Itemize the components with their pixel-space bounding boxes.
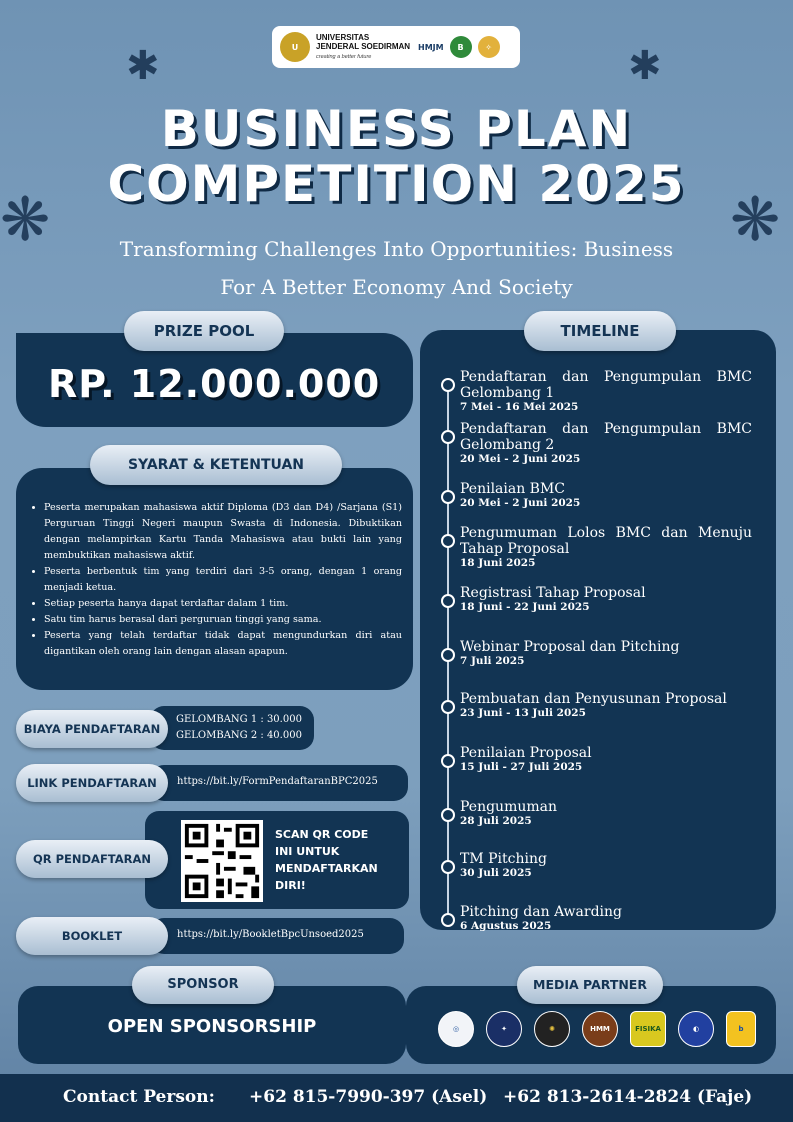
ornament-icon: ✱ <box>628 43 662 89</box>
timeline-dot <box>441 378 455 392</box>
terms-item: • Peserta yang telah terdaftar tidak dapat mengundurkan diri atau digantikan oleh orang lain dengan alasan apapun. <box>44 628 402 660</box>
terms-item: • Peserta merupakan mahasiswa aktif Diploma (D3 dan D4) /Sarjana (S1) Perguruan Tinggi Negeri maupun Swasta di Indonesia. Dibuktikan dengan melampirkan Kartu Tanda Mahasiswa atau bukti lain yang membuktikan mahasiswa aktif. <box>44 500 402 564</box>
timeline-item-date: 20 Mei - 2 Juni 2025 <box>460 497 581 509</box>
terms-item: • Satu tim harus berasal dari perguruan tinggi yang sama. <box>44 612 402 628</box>
partner-logo-icon: ◐ <box>678 1011 714 1047</box>
timeline-item-date: 7 Juli 2025 <box>460 655 525 667</box>
partner-logo-icon: ◎ <box>438 1011 474 1047</box>
timeline-item <box>460 585 752 613</box>
timeline-item-date: 23 Juni - 13 Juli 2025 <box>460 707 586 719</box>
sponsor-label: SPONSOR <box>132 966 274 1004</box>
timeline-item <box>460 745 752 773</box>
ornament-icon: ❋ <box>730 185 781 255</box>
timeline-item-title: Penilaian Proposal <box>460 745 592 761</box>
timeline-dot <box>441 700 455 714</box>
contact-phone-2[interactable]: +62 813-2614-2824 (Faje) <box>503 1087 753 1107</box>
timeline-item <box>460 525 752 569</box>
timeline-dot <box>441 860 455 874</box>
fee-wave-1: GELOMBANG 1 : 30.000 <box>176 714 302 725</box>
timeline-dot <box>441 490 455 504</box>
timeline-item <box>460 481 752 509</box>
timeline-item-date: 18 Juni - 22 Juni 2025 <box>460 601 590 613</box>
contact-label: Contact Person: <box>63 1087 215 1107</box>
booklet-link[interactable]: https://bit.ly/BookletBpcUnsoed2025 <box>177 929 364 940</box>
partner-logo-icon: FISIKA <box>630 1011 666 1047</box>
timeline-item <box>460 691 752 719</box>
timeline-item-date: 6 Agustus 2025 <box>460 920 552 932</box>
timeline-item-date: 30 Juli 2025 <box>460 867 532 879</box>
contact-phone-1[interactable]: +62 815-7990-397 (Asel) <box>249 1087 488 1107</box>
media-partner-logos <box>438 1011 756 1047</box>
timeline-item-date: 15 Juli - 27 Juli 2025 <box>460 761 583 773</box>
partner-logo-icon: b <box>726 1011 756 1047</box>
timeline-dot <box>441 534 455 548</box>
fee-wave-2: GELOMBANG 2 : 40.000 <box>176 730 302 741</box>
timeline-dot <box>441 808 455 822</box>
subtitle: Transforming Challenges Into Opportunities: Business For A Better Economy And Society <box>119 237 674 299</box>
qr-label: QR PENDAFTARAN <box>16 840 168 878</box>
timeline-item <box>460 639 752 667</box>
sponsor-value: OPEN SPONSORSHIP <box>107 1016 317 1037</box>
terms-label: SYARAT & KETENTUAN <box>90 445 342 485</box>
fee-box <box>150 706 314 750</box>
timeline-item-title: Pembuatan dan Penyusunan Proposal <box>460 691 727 707</box>
partner-logo-icon: ✺ <box>534 1011 570 1047</box>
timeline-dot <box>441 913 455 927</box>
link-label: LINK PENDAFTARAN <box>16 764 168 802</box>
unsoed-logo-icon: U <box>280 32 310 62</box>
ornament-icon: ❋ <box>0 185 51 255</box>
timeline-item-title: TM Pitching <box>460 851 547 867</box>
timeline-label: TIMELINE <box>524 311 676 351</box>
timeline-item-title: Webinar Proposal dan Pitching <box>460 639 680 655</box>
prize-label: PRIZE POOL <box>124 311 284 351</box>
green-emblem-icon: B <box>450 36 472 58</box>
timeline-item <box>460 799 752 827</box>
timeline-item-date: 20 Mei - 2 Juni 2025 <box>460 453 581 465</box>
university-name: UNIVERSITAS JENDERAL SOEDIRMAN creating a better future <box>316 32 411 60</box>
timeline-item-title: Penilaian BMC <box>460 481 566 497</box>
timeline-dot <box>441 594 455 608</box>
timeline-item <box>460 421 752 465</box>
terms-list <box>34 500 402 660</box>
partner-logo-icon: HMM <box>582 1011 618 1047</box>
timeline-item-title: Pitching dan Awarding <box>460 904 622 920</box>
timeline-dot <box>441 754 455 768</box>
prize-value: RP. 12.000.000 <box>48 362 381 406</box>
booklet-label: BOOKLET <box>16 917 168 955</box>
timeline-item-date: 7 Mei - 16 Mei 2025 <box>460 401 579 413</box>
timeline-item-title: Pengumuman Lolos BMC dan Menuju Tahap Proposal <box>460 525 752 557</box>
timeline-item <box>460 369 752 413</box>
timeline-item-title: Pendaftaran dan Pengumpulan BMC Gelombang 1 <box>460 369 752 401</box>
qr-instruction: SCAN QR CODE INI UNTUK MENDAFTARKAN DIRI! <box>275 828 378 892</box>
wings-emblem-icon: ✧ <box>478 36 500 58</box>
timeline-item-title: Registrasi Tahap Proposal <box>460 585 646 601</box>
timeline-dot <box>441 430 455 444</box>
header-logos <box>272 26 520 68</box>
title-line-1: BUSINESS PLAN <box>160 100 633 158</box>
ornament-icon: ✱ <box>126 43 160 89</box>
hmjm-logo: HMJM <box>418 42 444 52</box>
terms-item: • Setiap peserta hanya dapat terdaftar dalam 1 tim. <box>44 596 402 612</box>
media-partner-label: MEDIA PARTNER <box>517 966 663 1004</box>
timeline-item-title: Pengumuman <box>460 799 558 815</box>
timeline-dot <box>441 648 455 662</box>
timeline-item-date: 18 Juni 2025 <box>460 557 536 569</box>
registration-link[interactable]: https://bit.ly/FormPendaftaranBPC2025 <box>177 776 378 787</box>
timeline-panel <box>420 330 776 930</box>
partner-logo-icon: ✦ <box>486 1011 522 1047</box>
timeline-item <box>460 904 752 932</box>
terms-item: • Peserta berbentuk tim yang terdiri dari 3-5 orang, dengan 1 orang menjadi ketua. <box>44 564 402 596</box>
fee-label: BIAYA PENDAFTARAN <box>16 710 168 748</box>
timeline-item <box>460 851 752 879</box>
qr-code-icon[interactable] <box>181 820 263 902</box>
footer <box>0 1074 793 1122</box>
timeline-item-title: Pendaftaran dan Pengumpulan BMC Gelombang 2 <box>460 421 752 453</box>
title-line-2: COMPETITION 2025 <box>107 155 686 213</box>
timeline-item-date: 28 Juli 2025 <box>460 815 532 827</box>
